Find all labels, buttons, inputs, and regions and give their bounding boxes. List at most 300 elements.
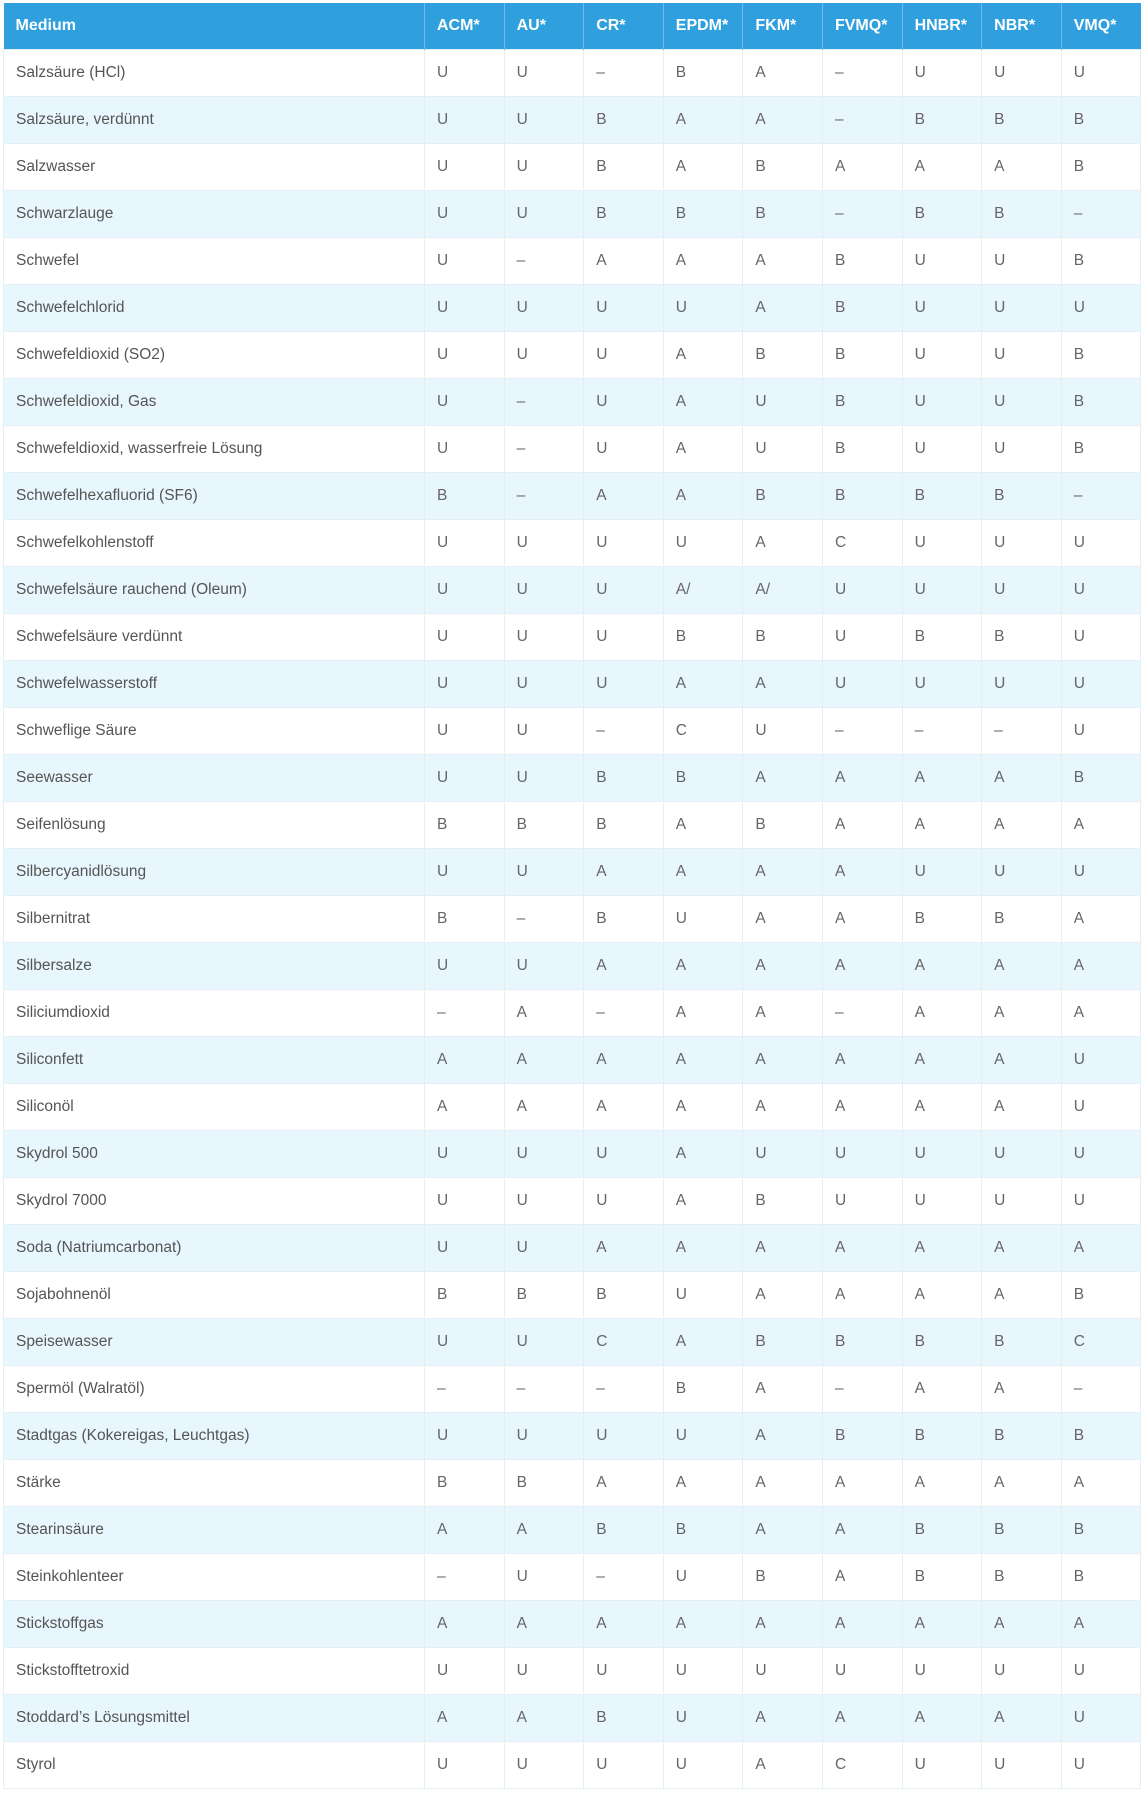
medium-cell: Seewasser bbox=[4, 754, 425, 801]
rating-cell: B bbox=[743, 143, 823, 190]
medium-cell: Seifenlösung bbox=[4, 801, 425, 848]
rating-cell: B bbox=[982, 190, 1062, 237]
rating-cell: A bbox=[743, 237, 823, 284]
rating-cell: U bbox=[425, 1224, 505, 1271]
rating-cell: B bbox=[982, 472, 1062, 519]
rating-cell: B bbox=[902, 1318, 982, 1365]
table-row bbox=[4, 895, 1141, 942]
rating-cell: B bbox=[822, 472, 902, 519]
rating-cell: A bbox=[663, 1083, 743, 1130]
rating-cell: U bbox=[504, 1177, 584, 1224]
rating-cell: A bbox=[743, 1459, 823, 1506]
rating-cell: A bbox=[663, 942, 743, 989]
rating-cell: A bbox=[504, 1600, 584, 1647]
rating-cell: A bbox=[663, 1224, 743, 1271]
medium-cell: Salzsäure, verdünnt bbox=[4, 96, 425, 143]
rating-cell: B bbox=[663, 754, 743, 801]
rating-cell: U bbox=[902, 848, 982, 895]
rating-cell: U bbox=[743, 425, 823, 472]
rating-cell: A bbox=[663, 1459, 743, 1506]
rating-cell: A bbox=[743, 284, 823, 331]
rating-cell: B bbox=[425, 1459, 505, 1506]
rating-cell: B bbox=[504, 1271, 584, 1318]
rating-cell: U bbox=[584, 284, 664, 331]
rating-cell: A bbox=[504, 989, 584, 1036]
rating-cell: U bbox=[663, 1553, 743, 1600]
rating-cell: A bbox=[822, 1506, 902, 1553]
rating-cell: A bbox=[663, 143, 743, 190]
rating-cell: U bbox=[584, 1412, 664, 1459]
rating-cell: U bbox=[902, 1177, 982, 1224]
rating-cell: – bbox=[822, 707, 902, 754]
rating-cell: U bbox=[504, 613, 584, 660]
rating-cell: A bbox=[822, 754, 902, 801]
rating-cell: U bbox=[1061, 284, 1141, 331]
table-row bbox=[4, 1553, 1141, 1600]
rating-cell: U bbox=[1061, 613, 1141, 660]
rating-cell: A bbox=[743, 989, 823, 1036]
table-row bbox=[4, 519, 1141, 566]
rating-cell: – bbox=[504, 472, 584, 519]
column-header-hnbr: HNBR* bbox=[902, 3, 982, 49]
rating-cell: U bbox=[1061, 1741, 1141, 1788]
rating-cell: A bbox=[902, 143, 982, 190]
rating-cell: B bbox=[584, 801, 664, 848]
rating-cell: U bbox=[902, 660, 982, 707]
rating-cell: U bbox=[1061, 1694, 1141, 1741]
rating-cell: A bbox=[743, 1412, 823, 1459]
table-row bbox=[4, 707, 1141, 754]
rating-cell: U bbox=[663, 1694, 743, 1741]
rating-cell: U bbox=[425, 331, 505, 378]
rating-cell: A bbox=[822, 942, 902, 989]
medium-cell: Schwefeldioxid (SO2) bbox=[4, 331, 425, 378]
rating-cell: B bbox=[743, 472, 823, 519]
rating-cell: A bbox=[743, 519, 823, 566]
rating-cell: U bbox=[504, 707, 584, 754]
table-row bbox=[4, 1506, 1141, 1553]
medium-cell: Stadtgas (Kokereigas, Leuchtgas) bbox=[4, 1412, 425, 1459]
rating-cell: U bbox=[902, 519, 982, 566]
rating-cell: U bbox=[663, 1412, 743, 1459]
rating-cell: A bbox=[663, 801, 743, 848]
rating-cell: – bbox=[584, 1553, 664, 1600]
rating-cell: A bbox=[743, 1741, 823, 1788]
rating-cell: U bbox=[902, 284, 982, 331]
rating-cell: U bbox=[822, 566, 902, 613]
rating-cell: B bbox=[425, 895, 505, 942]
rating-cell: A bbox=[1061, 1600, 1141, 1647]
table-row bbox=[4, 989, 1141, 1036]
column-header-fkm: FKM* bbox=[743, 3, 823, 49]
rating-cell: U bbox=[504, 1553, 584, 1600]
rating-cell: A bbox=[663, 96, 743, 143]
rating-cell: A bbox=[425, 1083, 505, 1130]
rating-cell: A bbox=[743, 49, 823, 96]
rating-cell: A bbox=[663, 848, 743, 895]
rating-cell: – bbox=[822, 989, 902, 1036]
rating-cell: A bbox=[743, 96, 823, 143]
rating-cell: U bbox=[504, 96, 584, 143]
medium-cell: Speisewasser bbox=[4, 1318, 425, 1365]
rating-cell: U bbox=[504, 284, 584, 331]
rating-cell: B bbox=[663, 1365, 743, 1412]
rating-cell: U bbox=[504, 942, 584, 989]
rating-cell: U bbox=[584, 566, 664, 613]
rating-cell: U bbox=[982, 519, 1062, 566]
medium-cell: Styrol bbox=[4, 1741, 425, 1788]
table-row bbox=[4, 472, 1141, 519]
rating-cell: A bbox=[822, 1036, 902, 1083]
table-row bbox=[4, 284, 1141, 331]
rating-cell: B bbox=[1061, 1506, 1141, 1553]
rating-cell: U bbox=[425, 1177, 505, 1224]
rating-cell: U bbox=[584, 1741, 664, 1788]
rating-cell: U bbox=[902, 49, 982, 96]
rating-cell: U bbox=[425, 49, 505, 96]
rating-cell: – bbox=[584, 1365, 664, 1412]
rating-cell: A bbox=[822, 1459, 902, 1506]
rating-cell: U bbox=[663, 895, 743, 942]
table-row bbox=[4, 1647, 1141, 1694]
rating-cell: U bbox=[902, 425, 982, 472]
table-row bbox=[4, 1412, 1141, 1459]
rating-cell: U bbox=[663, 1647, 743, 1694]
rating-cell: A bbox=[822, 1083, 902, 1130]
rating-cell: B bbox=[1061, 1553, 1141, 1600]
rating-cell: U bbox=[504, 1741, 584, 1788]
rating-cell: A bbox=[743, 1694, 823, 1741]
rating-cell: A bbox=[743, 1271, 823, 1318]
rating-cell: U bbox=[982, 49, 1062, 96]
rating-cell: U bbox=[663, 284, 743, 331]
medium-cell: Silbercyanidlösung bbox=[4, 848, 425, 895]
rating-cell: U bbox=[1061, 1036, 1141, 1083]
rating-cell: A bbox=[663, 660, 743, 707]
rating-cell: U bbox=[425, 1318, 505, 1365]
table-row bbox=[4, 1459, 1141, 1506]
column-header-epdm: EPDM* bbox=[663, 3, 743, 49]
rating-cell: A bbox=[584, 1036, 664, 1083]
rating-cell: U bbox=[504, 1224, 584, 1271]
medium-cell: Schweflige Säure bbox=[4, 707, 425, 754]
rating-cell: B bbox=[902, 1412, 982, 1459]
rating-cell: A bbox=[584, 1083, 664, 1130]
rating-cell: B bbox=[743, 190, 823, 237]
column-header-medium: Medium bbox=[4, 3, 425, 49]
rating-cell: A bbox=[663, 237, 743, 284]
rating-cell: – bbox=[822, 190, 902, 237]
rating-cell: U bbox=[743, 707, 823, 754]
rating-cell: A bbox=[504, 1083, 584, 1130]
rating-cell: U bbox=[822, 660, 902, 707]
table-row bbox=[4, 1036, 1141, 1083]
rating-cell: B bbox=[504, 801, 584, 848]
rating-cell: U bbox=[1061, 707, 1141, 754]
rating-cell: A bbox=[982, 1365, 1062, 1412]
rating-cell: A bbox=[1061, 1459, 1141, 1506]
rating-cell: U bbox=[1061, 1177, 1141, 1224]
medium-cell: Stearinsäure bbox=[4, 1506, 425, 1553]
rating-cell: B bbox=[663, 190, 743, 237]
rating-cell: – bbox=[584, 49, 664, 96]
rating-cell: A bbox=[982, 989, 1062, 1036]
rating-cell: A bbox=[425, 1036, 505, 1083]
rating-cell: A bbox=[982, 1459, 1062, 1506]
rating-cell: U bbox=[504, 1318, 584, 1365]
rating-cell: C bbox=[822, 519, 902, 566]
rating-cell: B bbox=[822, 1318, 902, 1365]
table-row bbox=[4, 1271, 1141, 1318]
rating-cell: U bbox=[504, 1412, 584, 1459]
rating-cell: B bbox=[902, 472, 982, 519]
medium-cell: Steinkohlenteer bbox=[4, 1553, 425, 1600]
rating-cell: U bbox=[425, 96, 505, 143]
rating-cell: A bbox=[663, 989, 743, 1036]
rating-cell: U bbox=[584, 331, 664, 378]
rating-cell: B bbox=[982, 96, 1062, 143]
rating-cell: A bbox=[902, 801, 982, 848]
rating-cell: U bbox=[425, 660, 505, 707]
rating-cell: U bbox=[982, 848, 1062, 895]
medium-cell: Silbersalze bbox=[4, 942, 425, 989]
rating-cell: U bbox=[822, 1177, 902, 1224]
rating-cell: U bbox=[902, 378, 982, 425]
rating-cell: B bbox=[1061, 96, 1141, 143]
rating-cell: U bbox=[584, 425, 664, 472]
rating-cell: U bbox=[504, 331, 584, 378]
rating-cell: U bbox=[584, 1177, 664, 1224]
rating-cell: A bbox=[584, 1459, 664, 1506]
rating-cell: U bbox=[822, 1647, 902, 1694]
rating-cell: B bbox=[982, 895, 1062, 942]
medium-cell: Sojabohnenöl bbox=[4, 1271, 425, 1318]
rating-cell: A bbox=[1061, 942, 1141, 989]
rating-cell: A bbox=[902, 1224, 982, 1271]
rating-cell: U bbox=[425, 143, 505, 190]
rating-cell: B bbox=[902, 1506, 982, 1553]
rating-cell: A bbox=[743, 895, 823, 942]
medium-cell: Schwefel bbox=[4, 237, 425, 284]
rating-cell: U bbox=[1061, 660, 1141, 707]
rating-cell: A bbox=[982, 1083, 1062, 1130]
table-row bbox=[4, 378, 1141, 425]
rating-cell: U bbox=[982, 660, 1062, 707]
rating-cell: U bbox=[504, 1647, 584, 1694]
rating-cell: U bbox=[504, 49, 584, 96]
rating-cell: B bbox=[743, 1177, 823, 1224]
rating-cell: A bbox=[982, 1036, 1062, 1083]
rating-cell: A bbox=[822, 143, 902, 190]
rating-cell: B bbox=[663, 1506, 743, 1553]
rating-cell: A bbox=[822, 1224, 902, 1271]
rating-cell: U bbox=[504, 143, 584, 190]
rating-cell: U bbox=[584, 1130, 664, 1177]
rating-cell: B bbox=[902, 1553, 982, 1600]
rating-cell: A bbox=[902, 1083, 982, 1130]
rating-cell: U bbox=[504, 754, 584, 801]
rating-cell: U bbox=[425, 848, 505, 895]
rating-cell: U bbox=[584, 378, 664, 425]
rating-cell: U bbox=[743, 1647, 823, 1694]
rating-cell: B bbox=[822, 378, 902, 425]
rating-cell: U bbox=[425, 284, 505, 331]
table-row bbox=[4, 1177, 1141, 1224]
rating-cell: B bbox=[743, 1318, 823, 1365]
table-row bbox=[4, 1741, 1141, 1788]
rating-cell: B bbox=[1061, 1271, 1141, 1318]
rating-cell: A bbox=[663, 1130, 743, 1177]
medium-cell: Spermöl (Walratöl) bbox=[4, 1365, 425, 1412]
rating-cell: U bbox=[425, 707, 505, 754]
table-row bbox=[4, 190, 1141, 237]
rating-cell: B bbox=[1061, 143, 1141, 190]
rating-cell: A bbox=[584, 848, 664, 895]
rating-cell: A bbox=[902, 1694, 982, 1741]
table-row bbox=[4, 566, 1141, 613]
rating-cell: U bbox=[584, 613, 664, 660]
rating-cell: A bbox=[663, 378, 743, 425]
rating-cell: – bbox=[982, 707, 1062, 754]
rating-cell: U bbox=[425, 942, 505, 989]
medium-cell: Soda (Natriumcarbonat) bbox=[4, 1224, 425, 1271]
rating-cell: A bbox=[1061, 895, 1141, 942]
rating-cell: A bbox=[982, 754, 1062, 801]
rating-cell: B bbox=[425, 1271, 505, 1318]
rating-cell: A bbox=[504, 1506, 584, 1553]
rating-cell: B bbox=[1061, 237, 1141, 284]
rating-cell: U bbox=[663, 1271, 743, 1318]
rating-cell: B bbox=[584, 754, 664, 801]
medium-cell: Stoddard’s Lösungsmittel bbox=[4, 1694, 425, 1741]
table-row bbox=[4, 1694, 1141, 1741]
rating-cell: U bbox=[425, 754, 505, 801]
rating-cell: U bbox=[982, 378, 1062, 425]
rating-cell: B bbox=[584, 1694, 664, 1741]
rating-cell: A bbox=[425, 1506, 505, 1553]
rating-cell: U bbox=[982, 566, 1062, 613]
table-row bbox=[4, 754, 1141, 801]
rating-cell: B bbox=[584, 143, 664, 190]
rating-cell: B bbox=[822, 331, 902, 378]
rating-cell: A bbox=[1061, 989, 1141, 1036]
rating-cell: C bbox=[584, 1318, 664, 1365]
rating-cell: U bbox=[743, 378, 823, 425]
rating-cell: U bbox=[425, 566, 505, 613]
rating-cell: B bbox=[425, 801, 505, 848]
rating-cell: – bbox=[822, 1365, 902, 1412]
rating-cell: A bbox=[982, 1600, 1062, 1647]
rating-cell: A bbox=[425, 1694, 505, 1741]
rating-cell: A bbox=[743, 1365, 823, 1412]
table-header bbox=[4, 3, 1141, 49]
rating-cell: B bbox=[822, 284, 902, 331]
rating-cell: U bbox=[425, 519, 505, 566]
rating-cell: – bbox=[504, 895, 584, 942]
rating-cell: – bbox=[584, 989, 664, 1036]
rating-cell: A bbox=[743, 1083, 823, 1130]
rating-cell: U bbox=[584, 660, 664, 707]
rating-cell: U bbox=[425, 190, 505, 237]
column-header-fvmq: FVMQ* bbox=[822, 3, 902, 49]
rating-cell: U bbox=[743, 1130, 823, 1177]
table-row bbox=[4, 613, 1141, 660]
rating-cell: B bbox=[663, 49, 743, 96]
rating-cell: C bbox=[663, 707, 743, 754]
table-row bbox=[4, 942, 1141, 989]
rating-cell: U bbox=[584, 519, 664, 566]
table-row bbox=[4, 1365, 1141, 1412]
rating-cell: U bbox=[902, 566, 982, 613]
rating-cell: A bbox=[743, 1224, 823, 1271]
rating-cell: U bbox=[902, 1741, 982, 1788]
rating-cell: U bbox=[425, 1741, 505, 1788]
rating-cell: A/ bbox=[743, 566, 823, 613]
table-row bbox=[4, 1600, 1141, 1647]
table-row bbox=[4, 49, 1141, 96]
rating-cell: A bbox=[822, 1694, 902, 1741]
medium-cell: Schwarzlauge bbox=[4, 190, 425, 237]
rating-cell: A bbox=[982, 143, 1062, 190]
rating-cell: – bbox=[822, 49, 902, 96]
table-row bbox=[4, 1083, 1141, 1130]
rating-cell: U bbox=[1061, 1647, 1141, 1694]
rating-cell: B bbox=[584, 1506, 664, 1553]
rating-cell: B bbox=[822, 237, 902, 284]
rating-cell: A bbox=[1061, 1224, 1141, 1271]
rating-cell: U bbox=[1061, 519, 1141, 566]
rating-cell: A bbox=[982, 801, 1062, 848]
rating-cell: A bbox=[663, 1600, 743, 1647]
rating-cell: U bbox=[425, 613, 505, 660]
rating-cell: A bbox=[504, 1036, 584, 1083]
medium-cell: Schwefeldioxid, wasserfreie Lösung bbox=[4, 425, 425, 472]
rating-cell: U bbox=[425, 425, 505, 472]
table-row bbox=[4, 331, 1141, 378]
table-row bbox=[4, 801, 1141, 848]
rating-cell: U bbox=[822, 613, 902, 660]
rating-cell: U bbox=[1061, 566, 1141, 613]
rating-cell: A bbox=[743, 754, 823, 801]
rating-cell: B bbox=[1061, 425, 1141, 472]
medium-cell: Siliconöl bbox=[4, 1083, 425, 1130]
table-row bbox=[4, 143, 1141, 190]
rating-cell: – bbox=[1061, 472, 1141, 519]
rating-cell: A bbox=[1061, 801, 1141, 848]
rating-cell: – bbox=[1061, 1365, 1141, 1412]
rating-cell: U bbox=[663, 1741, 743, 1788]
rating-cell: U bbox=[504, 519, 584, 566]
rating-cell: A bbox=[902, 1365, 982, 1412]
rating-cell: A bbox=[822, 801, 902, 848]
rating-cell: A bbox=[663, 425, 743, 472]
rating-cell: B bbox=[584, 1271, 664, 1318]
medium-cell: Stickstofftetroxid bbox=[4, 1647, 425, 1694]
rating-cell: U bbox=[902, 1130, 982, 1177]
rating-cell: U bbox=[504, 660, 584, 707]
rating-cell: A bbox=[584, 237, 664, 284]
rating-cell: A bbox=[822, 895, 902, 942]
rating-cell: B bbox=[822, 1412, 902, 1459]
table-row bbox=[4, 96, 1141, 143]
rating-cell: A bbox=[902, 1271, 982, 1318]
rating-cell: B bbox=[743, 613, 823, 660]
rating-cell: U bbox=[982, 1130, 1062, 1177]
medium-cell: Stärke bbox=[4, 1459, 425, 1506]
rating-cell: B bbox=[584, 96, 664, 143]
rating-cell: U bbox=[1061, 1083, 1141, 1130]
rating-cell: B bbox=[1061, 1412, 1141, 1459]
